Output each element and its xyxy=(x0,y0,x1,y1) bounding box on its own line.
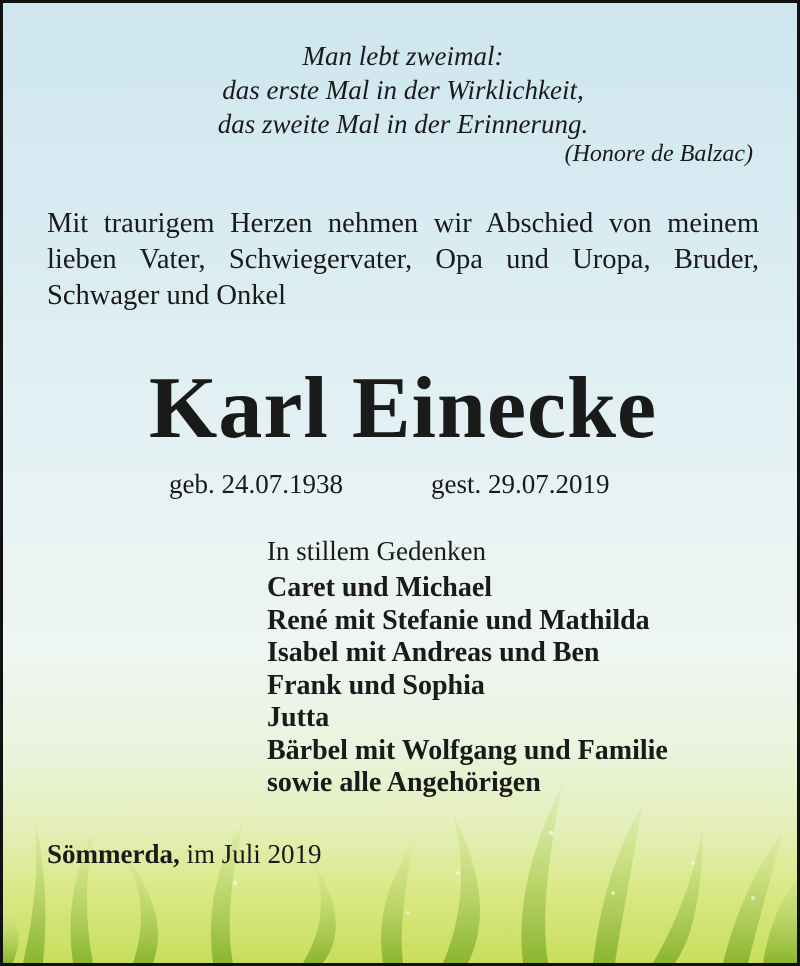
quote-line-3: das zweite Mal in der Erinnerung. xyxy=(217,109,589,139)
intro-line-2: lieben Vater, Schwiegervater, Opa und Uropa, Bruder, xyxy=(47,244,759,275)
mourner-item: Jutta xyxy=(267,702,330,733)
intro-text xyxy=(47,206,759,314)
birth-date: geb. 24.07.1938 xyxy=(169,469,343,499)
mourner-item: sowie alle Angehörigen xyxy=(267,767,541,798)
quote-author: (Honore de Balzac) xyxy=(564,141,753,167)
date: im Juli 2019 xyxy=(186,839,322,869)
deceased-name: Karl Einecke xyxy=(148,360,658,457)
mourner-item: Isabel mit Andreas und Ben xyxy=(267,637,600,668)
mourner-item: Frank und Sophia xyxy=(267,669,485,701)
mourner-item: René mit Stefanie und Mathilda xyxy=(267,604,650,636)
intro-line-1: Mit traurigem Herzen nehmen wir Abschied von meinem xyxy=(47,208,759,239)
mourners-list xyxy=(267,572,668,800)
place: Sömmerda, xyxy=(47,839,180,869)
intro-line-3: Schwager und Onkel xyxy=(47,280,287,311)
gedenken-title: In stillem Gedenken xyxy=(267,536,486,566)
mourner-item: Bärbel mit Wolfgang und Familie xyxy=(267,734,668,766)
place-date xyxy=(47,839,322,870)
quote-line-1: Man lebt zweimal: xyxy=(302,41,504,71)
quote-line-2: das erste Mal in der Wirklichkeit, xyxy=(222,75,584,105)
mourner-item: Caret und Michael xyxy=(267,572,493,603)
death-date: gest. 29.07.2019 xyxy=(431,469,610,499)
